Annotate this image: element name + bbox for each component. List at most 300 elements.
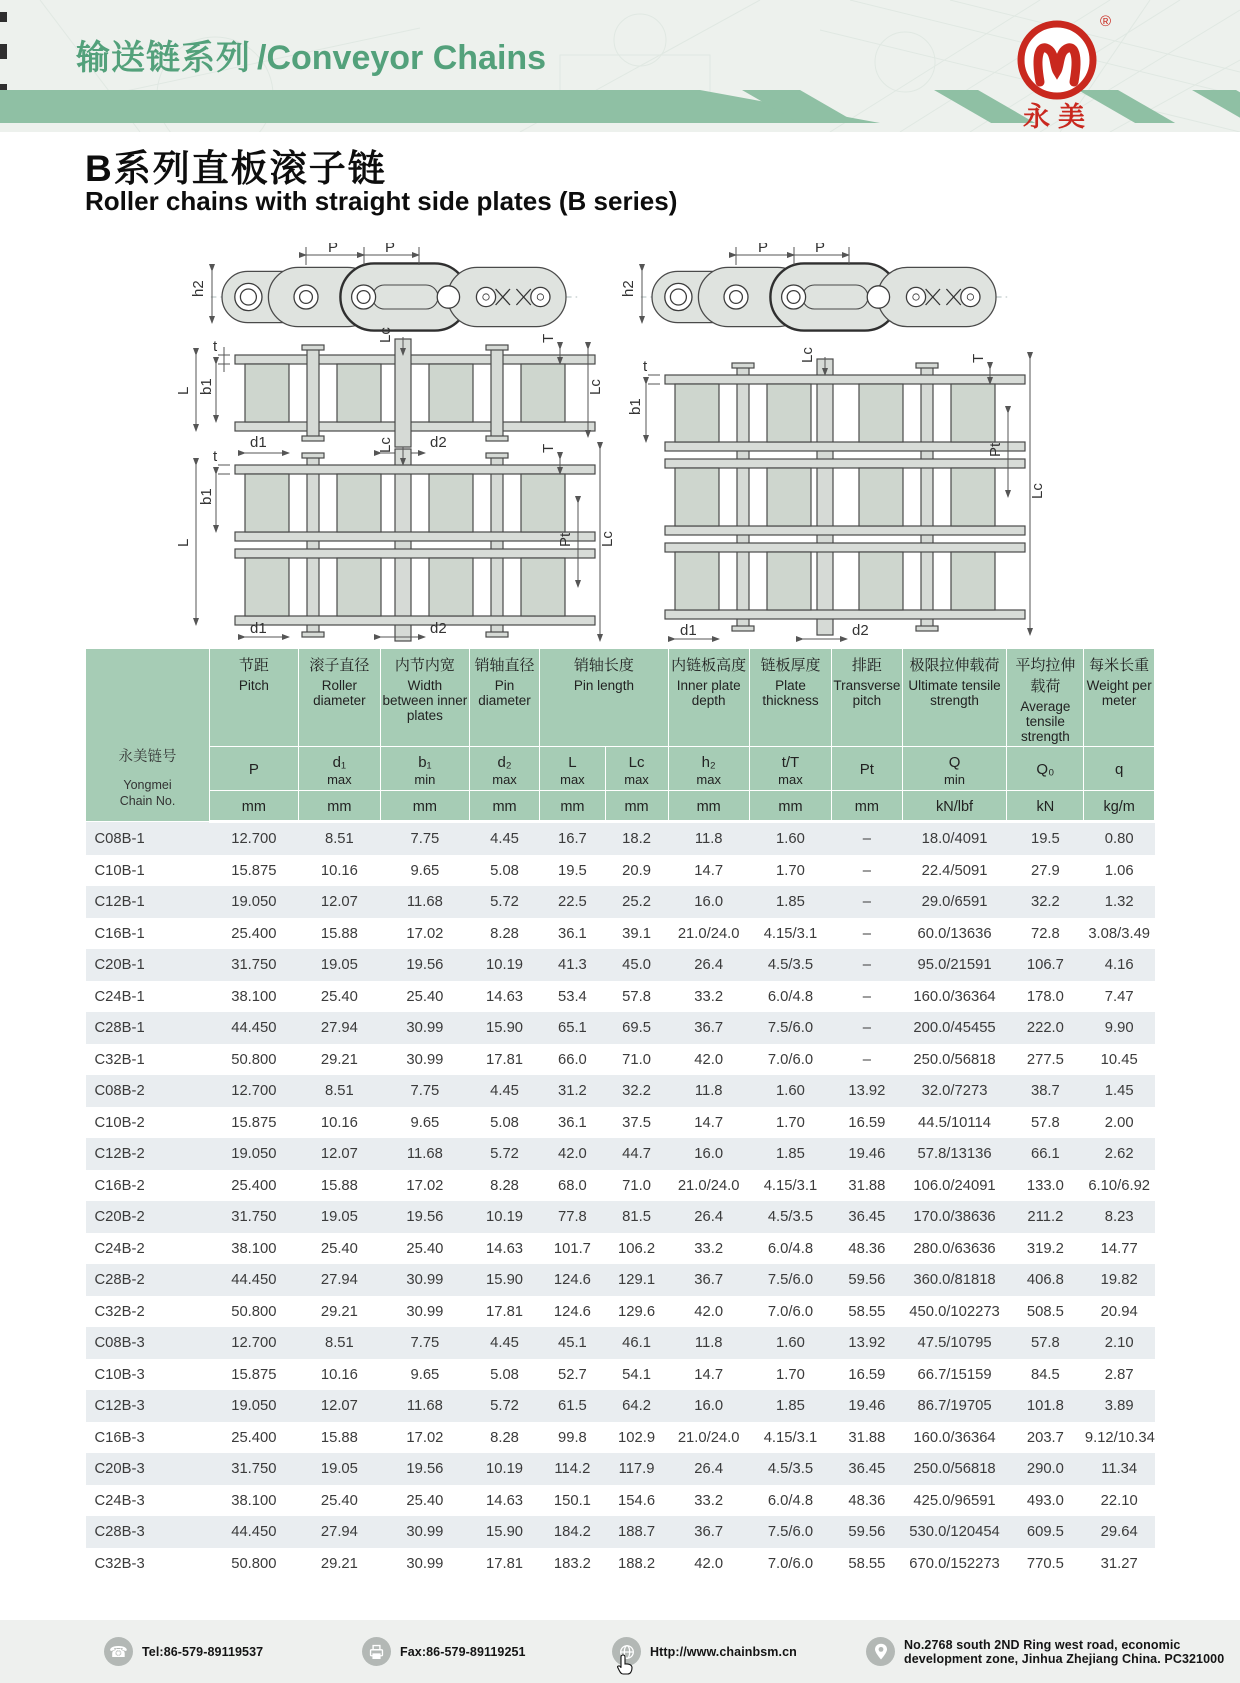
column-header: 链板厚度 Plate thickness	[749, 649, 831, 747]
value-cell: 609.5	[1007, 1516, 1084, 1548]
dim-label-t: t	[213, 338, 218, 355]
value-cell: 30.99	[406, 1051, 444, 1068]
chain-no-cell: C16B-1	[94, 925, 145, 942]
table-row	[86, 855, 1155, 887]
value-cell: 44.5/10114	[918, 1114, 992, 1131]
chain-no-cell: C08B-1	[86, 822, 210, 855]
table-row	[86, 1170, 1155, 1202]
value-cell: 6.0/4.8	[767, 1240, 814, 1257]
value-cell: 4.5/3.5	[749, 1453, 831, 1485]
dim-label-pt: Pt	[987, 442, 1004, 457]
unit-header: mm	[210, 791, 299, 822]
value-cell: 50.800	[231, 1555, 277, 1572]
dim-label-h2: h2	[190, 280, 207, 297]
table-row	[86, 1296, 1155, 1328]
chain-no-cell: C20B-1	[86, 949, 210, 981]
value-cell: 57.8	[622, 988, 651, 1005]
value-cell: 9.90	[1084, 1012, 1155, 1044]
value-cell: 32.2	[605, 1075, 668, 1107]
table-row	[86, 1453, 1155, 1485]
chain-no-cell: C20B-2	[86, 1201, 210, 1233]
value-cell: –	[862, 988, 871, 1005]
value-cell: 14.7	[694, 1366, 724, 1383]
value-cell: 44.450	[210, 1264, 299, 1296]
value-cell: 250.0/56818	[902, 1453, 1007, 1485]
value-cell: 95.0/21591	[902, 949, 1007, 981]
value-cell: 7.5/6.0	[749, 1012, 831, 1044]
value-cell: 42.0	[540, 1138, 605, 1170]
value-cell: 72.8	[1030, 925, 1060, 942]
value-cell: 129.1	[605, 1264, 668, 1296]
chain-no-cell: C24B-3	[94, 1492, 145, 1509]
value-cell: 29.21	[320, 1555, 358, 1572]
value-cell: 7.0/6.0	[767, 1051, 814, 1068]
table-row	[86, 1201, 1155, 1233]
location-pin-icon	[866, 1637, 895, 1666]
value-cell: 150.1	[553, 1492, 591, 1509]
value-cell: 10.19	[469, 949, 540, 981]
value-cell: 7.5/6.0	[749, 1516, 831, 1548]
chain-no-cell: C28B-3	[86, 1516, 210, 1548]
column-header: 销轴直径 Pin diameter	[469, 649, 540, 747]
value-cell: 6.10/6.92	[1088, 1177, 1151, 1194]
value-cell: 27.9	[1030, 862, 1060, 879]
value-cell: 45.1	[540, 1327, 605, 1359]
value-cell: 250.0/56818	[913, 1051, 996, 1068]
chain-no-cell: C10B-1	[94, 862, 145, 879]
table-row	[86, 1327, 1155, 1359]
chain-no-cell: C12B-3	[86, 1390, 210, 1422]
value-cell: 11.34	[1084, 1453, 1155, 1485]
value-cell: 66.7/15159	[917, 1366, 992, 1383]
unit-header: mm	[381, 791, 470, 822]
value-cell: 4.45	[469, 1327, 540, 1359]
value-cell: 530.0/120454	[902, 1516, 1007, 1548]
dim-label-p: P	[385, 243, 396, 256]
value-cell: 11.8	[668, 1327, 749, 1359]
value-cell: 27.94	[298, 1516, 380, 1548]
value-cell: 17.02	[406, 1177, 444, 1194]
drawing-side-view-right	[620, 243, 1007, 331]
value-cell: 15.90	[469, 1264, 540, 1296]
value-cell: 7.5/6.0	[749, 1264, 831, 1296]
footer-web[interactable]	[612, 1637, 797, 1666]
value-cell: 2.87	[1104, 1366, 1134, 1383]
value-cell: 124.6	[540, 1264, 605, 1296]
value-cell: 425.0/96591	[913, 1492, 996, 1509]
value-cell: 5.08	[490, 1366, 519, 1383]
value-cell: 30.99	[381, 1012, 470, 1044]
value-cell: 50.800	[231, 1051, 277, 1068]
dim-label-lc: Lc	[377, 327, 394, 343]
value-cell: 86.7/19705	[902, 1390, 1007, 1422]
symbol-header: L max	[540, 747, 605, 791]
value-cell: 14.7	[694, 1114, 724, 1131]
column-header: 每米长重 Weight per meter	[1084, 649, 1155, 747]
value-cell: 29.21	[320, 1303, 358, 1320]
table-row	[86, 1012, 1155, 1044]
value-cell: 1.32	[1084, 886, 1155, 918]
value-cell: 9.65	[410, 1366, 440, 1383]
value-cell: 54.1	[622, 1366, 651, 1383]
dim-label-d1: d1	[250, 620, 267, 637]
value-cell: 25.40	[320, 1240, 358, 1257]
value-cell: 22.5	[540, 886, 605, 918]
registered-mark: ®	[1100, 13, 1112, 30]
value-cell: 38.100	[231, 1492, 277, 1509]
value-cell: 50.800	[231, 1303, 277, 1320]
value-cell: 38.100	[231, 988, 277, 1005]
unit-header: mm	[540, 791, 605, 822]
logo-text: 永美	[1023, 102, 1093, 132]
value-cell: 508.5	[1026, 1303, 1064, 1320]
value-cell: 25.40	[406, 988, 444, 1005]
dim-label-b1: b1	[198, 488, 215, 505]
drawing-section-duplex	[175, 437, 616, 641]
value-cell: –	[832, 1012, 903, 1044]
value-cell: 44.450	[210, 1012, 299, 1044]
column-header: 内节内宽 Width between inner plates	[381, 649, 470, 747]
chain-drawings	[0, 243, 1240, 648]
table-row	[86, 822, 1155, 855]
value-cell: 44.7	[605, 1138, 668, 1170]
value-cell: 30.99	[406, 1555, 444, 1572]
table-row	[86, 1233, 1155, 1265]
footer-address-text: No.2768 south 2ND Ring west road, economic development zone, Jinhua Zhejiang China. PC321000	[904, 1637, 1225, 1666]
symbol-header: Lc max	[605, 747, 668, 791]
value-cell: 19.050	[210, 1138, 299, 1170]
value-cell: 106.7	[1007, 949, 1084, 981]
value-cell: 4.45	[469, 822, 540, 855]
value-cell: 450.0/102273	[909, 1303, 1000, 1320]
dim-label-T: T	[540, 443, 557, 453]
value-cell: 36.7	[668, 1516, 749, 1548]
value-cell: 27.94	[298, 1264, 380, 1296]
value-cell: 10.16	[320, 862, 358, 879]
table-row	[86, 1044, 1155, 1076]
value-cell: 101.8	[1007, 1390, 1084, 1422]
value-cell: 11.68	[381, 886, 470, 918]
dim-label-d1: d1	[680, 622, 697, 639]
value-cell: 670.0/152273	[909, 1555, 1000, 1572]
value-cell: 20.94	[1100, 1303, 1138, 1320]
unit-header: mm	[668, 791, 749, 822]
dim-label-b1: b1	[198, 378, 215, 395]
symbol-header: Q min	[902, 747, 1007, 791]
value-cell: 9.12/10.34	[1084, 1429, 1155, 1446]
value-cell: 277.5	[1026, 1051, 1064, 1068]
value-cell: 14.7	[694, 862, 724, 879]
value-cell: 0.80	[1084, 822, 1155, 855]
value-cell: 52.7	[557, 1366, 587, 1383]
phone-icon: ☎	[104, 1637, 133, 1666]
table-row	[86, 1516, 1155, 1548]
value-cell: 42.0	[694, 1303, 724, 1320]
value-cell: –	[832, 949, 903, 981]
value-cell: 14.63	[486, 988, 524, 1005]
value-cell: 47.5/10795	[902, 1327, 1007, 1359]
value-cell: 2.10	[1084, 1327, 1155, 1359]
value-cell: 4.15/3.1	[763, 1429, 818, 1446]
value-cell: 13.92	[832, 1075, 903, 1107]
value-cell: 37.5	[622, 1114, 651, 1131]
column-header: 排距 Transverse pitch	[832, 649, 903, 747]
value-cell: 25.40	[406, 1240, 444, 1257]
value-cell: 57.8/13136	[902, 1138, 1007, 1170]
value-cell: 160.0/36364	[913, 1429, 996, 1446]
unit-header: mm	[469, 791, 540, 822]
value-cell: 53.4	[557, 988, 587, 1005]
value-cell: 1.60	[749, 1327, 831, 1359]
value-cell: 21.0/24.0	[677, 1177, 740, 1194]
page-title-en: Roller chains with straight side plates (B series)	[85, 186, 678, 216]
symbol-header: q	[1084, 747, 1155, 791]
value-cell: 58.55	[848, 1303, 886, 1320]
value-cell: 26.4	[668, 1201, 749, 1233]
value-cell: 4.15/3.1	[763, 1177, 818, 1194]
value-cell: 16.0	[668, 1138, 749, 1170]
value-cell: 31.750	[210, 1201, 299, 1233]
value-cell: 5.72	[469, 1138, 540, 1170]
column-header: 极限拉伸载荷 Ultimate tensile strength	[902, 649, 1007, 747]
value-cell: 26.4	[668, 949, 749, 981]
table-row	[86, 1138, 1155, 1170]
value-cell: 19.46	[832, 1138, 903, 1170]
chain-no-cell: C08B-3	[86, 1327, 210, 1359]
value-cell: 14.63	[486, 1240, 524, 1257]
value-cell: 10.16	[320, 1114, 358, 1131]
symbol-header: b₁ min	[381, 747, 470, 791]
chain-no-cell: C08B-2	[86, 1075, 210, 1107]
unit-header: kg/m	[1084, 791, 1155, 822]
value-cell: 493.0	[1026, 1492, 1064, 1509]
value-cell: 19.5	[557, 862, 587, 879]
column-header: 内链板高度 Inner plate depth	[668, 649, 749, 747]
symbol-header: Pt	[832, 747, 903, 791]
value-cell: 3.08/3.49	[1088, 925, 1151, 942]
value-cell: 31.88	[848, 1429, 886, 1446]
value-cell: 10.19	[469, 1453, 540, 1485]
value-cell: 18.2	[605, 822, 668, 855]
value-cell: 9.65	[410, 1114, 440, 1131]
value-cell: 290.0	[1007, 1453, 1084, 1485]
value-cell: 57.8	[1030, 1114, 1060, 1131]
table-row	[86, 981, 1155, 1013]
value-cell: 6.0/4.8	[767, 988, 814, 1005]
dim-label-d2: d2	[430, 434, 447, 451]
value-cell: 188.2	[618, 1555, 656, 1572]
value-cell: 19.5	[1007, 822, 1084, 855]
value-cell: 7.75	[381, 822, 470, 855]
value-cell: 7.47	[1104, 988, 1134, 1005]
symbol-header: d₂ max	[469, 747, 540, 791]
drawing-section-simplex	[175, 327, 604, 453]
value-cell: 12.700	[210, 1327, 299, 1359]
value-cell: 14.63	[486, 1492, 524, 1509]
value-cell: 19.05	[298, 949, 380, 981]
value-cell: 36.7	[668, 1012, 749, 1044]
value-cell: 31.27	[1100, 1555, 1138, 1572]
value-cell: 1.70	[776, 1114, 805, 1131]
value-cell: 1.06	[1104, 862, 1134, 879]
chain-no-cell: C32B-2	[94, 1303, 145, 1320]
value-cell: 17.02	[406, 1429, 444, 1446]
value-cell: 19.050	[210, 1390, 299, 1422]
chain-no-cell: C28B-1	[86, 1012, 210, 1044]
value-cell: 184.2	[540, 1516, 605, 1548]
column-header: 滚子直径 Roller diameter	[298, 649, 380, 747]
value-cell: 27.94	[298, 1012, 380, 1044]
table-row	[86, 886, 1155, 918]
symbol-header: t/T max	[749, 747, 831, 791]
value-cell: 18.0/4091	[902, 822, 1007, 855]
column-header: 平均拉伸载荷 Average tensile strength	[1007, 649, 1084, 747]
value-cell: 4.5/3.5	[749, 1201, 831, 1233]
value-cell: 10.16	[320, 1366, 358, 1383]
value-cell: 22.4/5091	[921, 862, 988, 879]
value-cell: 17.81	[486, 1051, 524, 1068]
value-cell: 42.0	[694, 1051, 724, 1068]
value-cell: –	[862, 1051, 871, 1068]
value-cell: 360.0/81818	[902, 1264, 1007, 1296]
value-cell: 10.19	[469, 1201, 540, 1233]
value-cell: 1.70	[776, 862, 805, 879]
value-cell: 11.68	[381, 1138, 470, 1170]
table-row	[86, 1548, 1155, 1580]
value-cell: 406.8	[1007, 1264, 1084, 1296]
value-cell: 71.0	[622, 1177, 651, 1194]
value-cell: –	[832, 822, 903, 855]
value-cell: 15.90	[469, 1516, 540, 1548]
chain-no-cell: C12B-2	[86, 1138, 210, 1170]
dim-label-t: t	[213, 448, 218, 465]
value-cell: 4.16	[1084, 949, 1155, 981]
dim-label-pt: Pt	[557, 532, 574, 547]
fax-icon	[362, 1637, 391, 1666]
value-cell: 19.46	[832, 1390, 903, 1422]
value-cell: 129.6	[618, 1303, 656, 1320]
value-cell: 1.85	[749, 1390, 831, 1422]
value-cell: 1.60	[749, 1075, 831, 1107]
table-row	[86, 1485, 1155, 1517]
value-cell: 30.99	[381, 1264, 470, 1296]
value-cell: 11.68	[381, 1390, 470, 1422]
table-row	[86, 1107, 1155, 1139]
unit-header: mm	[298, 791, 380, 822]
value-cell: 21.0/24.0	[677, 1429, 740, 1446]
value-cell: 1.60	[749, 822, 831, 855]
value-cell: 12.07	[298, 1138, 380, 1170]
value-cell: 4.15/3.1	[763, 925, 818, 942]
value-cell: 44.450	[210, 1516, 299, 1548]
value-cell: 25.400	[231, 925, 277, 942]
unit-header: mm	[749, 791, 831, 822]
value-cell: 71.0	[622, 1051, 651, 1068]
value-cell: 6.0/4.8	[767, 1492, 814, 1509]
value-cell: 106.2	[618, 1240, 656, 1257]
value-cell: 59.56	[832, 1264, 903, 1296]
symbol-header: P	[210, 747, 299, 791]
spec-table-head	[86, 649, 1155, 822]
dim-label-h2: h2	[620, 280, 637, 297]
value-cell: 7.75	[381, 1327, 470, 1359]
company-logo	[985, 8, 1145, 133]
value-cell: 36.45	[832, 1201, 903, 1233]
value-cell: 5.08	[490, 862, 519, 879]
value-cell: 33.2	[694, 1240, 724, 1257]
value-cell: 25.40	[320, 988, 358, 1005]
table-row	[86, 918, 1155, 950]
value-cell: 66.1	[1007, 1138, 1084, 1170]
value-cell: 101.7	[553, 1240, 591, 1257]
value-cell: 22.10	[1100, 1492, 1138, 1509]
value-cell: 9.65	[410, 862, 440, 879]
dim-label-T: T	[970, 353, 987, 363]
value-cell: 17.81	[486, 1303, 524, 1320]
value-cell: 16.0	[668, 886, 749, 918]
value-cell: 25.400	[231, 1177, 277, 1194]
value-cell: –	[862, 862, 871, 879]
dim-label-d1: d1	[250, 434, 267, 451]
value-cell: 8.28	[490, 925, 519, 942]
value-cell: 19.05	[298, 1201, 380, 1233]
value-cell: 25.40	[320, 1492, 358, 1509]
value-cell: 8.28	[490, 1177, 519, 1194]
value-cell: 33.2	[694, 1492, 724, 1509]
value-cell: 21.0/24.0	[677, 925, 740, 942]
value-cell: 66.0	[557, 1051, 587, 1068]
value-cell: 31.750	[210, 1453, 299, 1485]
value-cell: 5.08	[490, 1114, 519, 1131]
chain-no-cell: C20B-3	[86, 1453, 210, 1485]
value-cell: 36.7	[668, 1264, 749, 1296]
page-title-zh: B系列直板滚子链	[85, 148, 387, 189]
unit-header: mm	[605, 791, 668, 822]
unit-header: mm	[832, 791, 903, 822]
chain-no-cell: C24B-1	[94, 988, 145, 1005]
value-cell: 114.2	[540, 1453, 605, 1485]
value-cell: 19.05	[298, 1453, 380, 1485]
value-cell: 36.45	[832, 1453, 903, 1485]
chain-no-cell: C10B-2	[94, 1114, 145, 1131]
value-cell: 41.3	[540, 949, 605, 981]
value-cell: 48.36	[848, 1240, 886, 1257]
footer-tel	[104, 1637, 263, 1666]
value-cell: 319.2	[1026, 1240, 1064, 1257]
symbol-header: d₁ max	[298, 747, 380, 791]
value-cell: 25.400	[231, 1429, 277, 1446]
dim-label-L: L	[175, 538, 192, 547]
value-cell: 11.8	[668, 1075, 749, 1107]
dim-label-lc: Lc	[587, 379, 604, 395]
value-cell: 4.5/3.5	[749, 949, 831, 981]
dim-label-p: P	[758, 243, 769, 256]
value-cell: 99.8	[557, 1429, 587, 1446]
value-cell: 45.0	[605, 949, 668, 981]
value-cell: 30.99	[406, 1303, 444, 1320]
value-cell: 1.85	[749, 886, 831, 918]
spec-table	[85, 648, 1155, 1579]
value-cell: 188.7	[605, 1516, 668, 1548]
value-cell: 8.51	[298, 1075, 380, 1107]
value-cell: 178.0	[1026, 988, 1064, 1005]
series-title	[76, 30, 546, 79]
spec-table-body	[86, 822, 1155, 1580]
value-cell: 59.56	[832, 1516, 903, 1548]
value-cell: 7.75	[381, 1075, 470, 1107]
value-cell: 160.0/36364	[913, 988, 996, 1005]
footer	[0, 1620, 1240, 1683]
